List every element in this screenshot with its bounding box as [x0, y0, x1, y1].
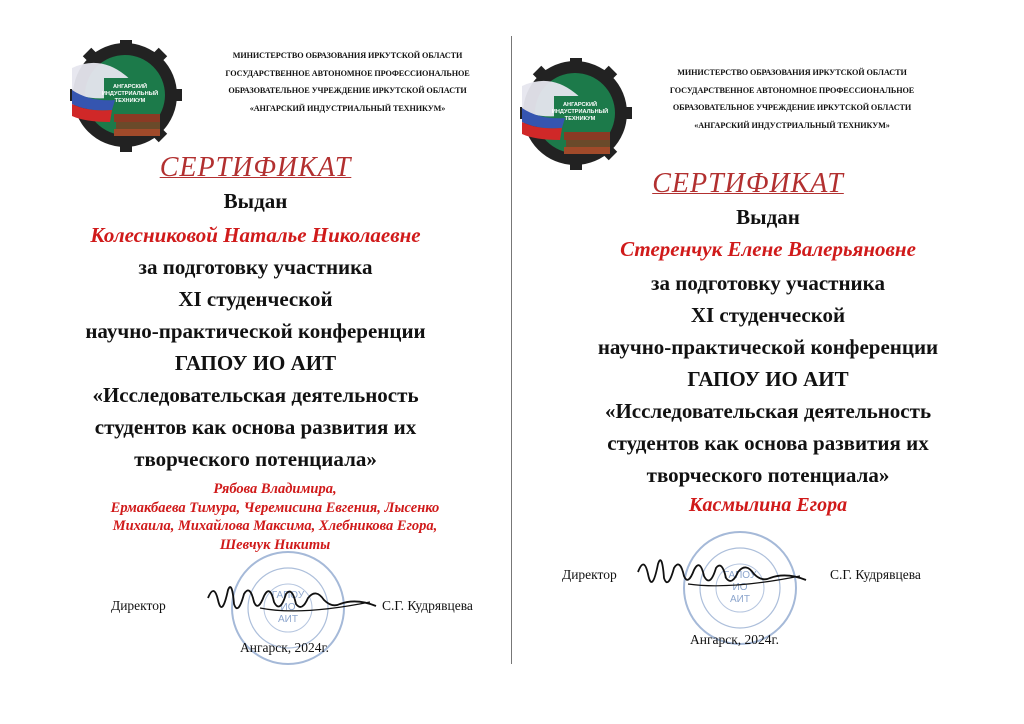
- place-date: Ангарск, 2024г.: [690, 632, 779, 647]
- logo-word-3: ТЕХНИКУМ: [564, 116, 596, 122]
- issued-label: Выдан: [223, 189, 288, 213]
- conference-title-3: творческого потенциала»: [646, 463, 890, 487]
- purpose-line-2: XI студенческой: [178, 287, 333, 311]
- logo-word-2: ИНДУСТРИАЛЬНЫЙ: [551, 109, 609, 115]
- organization-header: [640, 64, 944, 134]
- purpose-line-2: XI студенческой: [690, 303, 846, 327]
- certificate-right: [512, 0, 1024, 724]
- technicum-logo: [70, 40, 182, 152]
- purpose-line-1: за подготовку участника: [651, 271, 885, 295]
- org-name: «АНГАРСКИЙ ИНДУСТРИАЛЬНЫЙ ТЕХНИКУМ»: [249, 103, 446, 113]
- org-institution: ОБРАЗОВАТЕЛЬНОЕ УЧРЕЖДЕНИЕ ИРКУТСКОЙ ОБЛАСТИ: [672, 103, 912, 112]
- conference-title-2: студентов как основа развития их: [607, 431, 929, 455]
- stamp-line-3: АИТ: [278, 614, 298, 625]
- org-name: «АНГАРСКИЙ ИНДУСТРИАЛЬНЫЙ ТЕХНИКУМ»: [694, 120, 890, 130]
- recipient-name: Колесниковой Наталье Николаевне: [90, 223, 421, 247]
- stamp-line-1: ГАПОУ: [723, 570, 757, 581]
- purpose-line-4: ГАПОУ ИО АИТ: [174, 351, 337, 375]
- issued-label: Выдан: [736, 205, 800, 229]
- org-type: ГОСУДАРСТВЕННОЕ АВТОНОМНОЕ ПРОФЕССИОНАЛЬНОЕ: [669, 85, 915, 95]
- purpose-line-3: научно-практической конференции: [85, 319, 426, 343]
- org-institution: ОБРАЗОВАТЕЛЬНОЕ УЧРЕЖДЕНИЕ ИРКУТСКОЙ ОБЛАСТИ: [228, 86, 467, 95]
- student-line: Михаила, Михайлова Максима, Хлебникова Егора,: [112, 518, 438, 534]
- student-list: [60, 480, 490, 554]
- stamp-line-2: ИО: [732, 582, 748, 593]
- conference-title-1: «Исследовательская деятельность: [604, 399, 932, 423]
- conference-title-2: студентов как основа развития их: [94, 415, 417, 439]
- conference-title-1: «Исследовательская деятельность: [92, 383, 419, 407]
- certificate-title: СЕРТИФИКАТ: [159, 152, 352, 183]
- stamp-line-3: АИТ: [730, 594, 750, 605]
- conference-title-3: творческого потенциала»: [134, 447, 377, 471]
- place-date: Ангарск, 2024г.: [240, 640, 329, 655]
- purpose-line-1: за подготовку участника: [138, 255, 373, 279]
- student-line: Ермакбаева Тимура, Черемисина Евгения, Лысенко: [110, 499, 440, 516]
- org-ministry: МИНИСТЕРСТВО ОБРАЗОВАНИЯ ИРКУТСКОЙ ОБЛАСТИ: [677, 68, 907, 77]
- director-signature: [200, 578, 380, 628]
- purpose-line-3: научно-практической конференции: [597, 335, 939, 359]
- certificate-left: [0, 0, 511, 724]
- org-type: ГОСУДАРСТВЕННОЕ АВТОНОМНОЕ ПРОФЕССИОНАЛЬНОЕ: [225, 68, 470, 78]
- director-signature: [630, 550, 810, 605]
- technicum-logo: [520, 58, 632, 170]
- org-ministry: МИНИСТЕРСТВО ОБРАЗОВАНИЯ ИРКУТСКОЙ ОБЛАСТИ: [232, 51, 463, 60]
- logo-word-1: АНГАРСКИЙ: [112, 84, 148, 90]
- director-name: С.Г. Кудрявцева: [830, 567, 921, 582]
- director-label: Директор: [562, 567, 617, 582]
- student-list: Касмылина Егора: [688, 494, 848, 516]
- certificate-title: СЕРТИФИКАТ: [652, 168, 844, 199]
- director-name: С.Г. Кудрявцева: [382, 598, 473, 613]
- recipient-name: Стеренчук Елене Валерьяновне: [620, 237, 916, 261]
- logo-word-2: ИНДУСТРИАЛЬНЫЙ: [101, 91, 159, 97]
- stamp-line-1: ГАПОУ: [271, 590, 305, 601]
- organization-header: [190, 47, 505, 117]
- student-line: Рябова Владимира,: [213, 481, 337, 497]
- student-line: Шевчук Никиты: [219, 536, 331, 553]
- purpose-line-4: ГАПОУ ИО АИТ: [687, 367, 849, 391]
- logo-word-1: АНГАРСКИЙ: [562, 102, 598, 108]
- stamp-line-2: ИО: [280, 602, 296, 613]
- logo-word-3: ТЕХНИКУМ: [114, 98, 146, 104]
- director-label: Директор: [111, 598, 166, 613]
